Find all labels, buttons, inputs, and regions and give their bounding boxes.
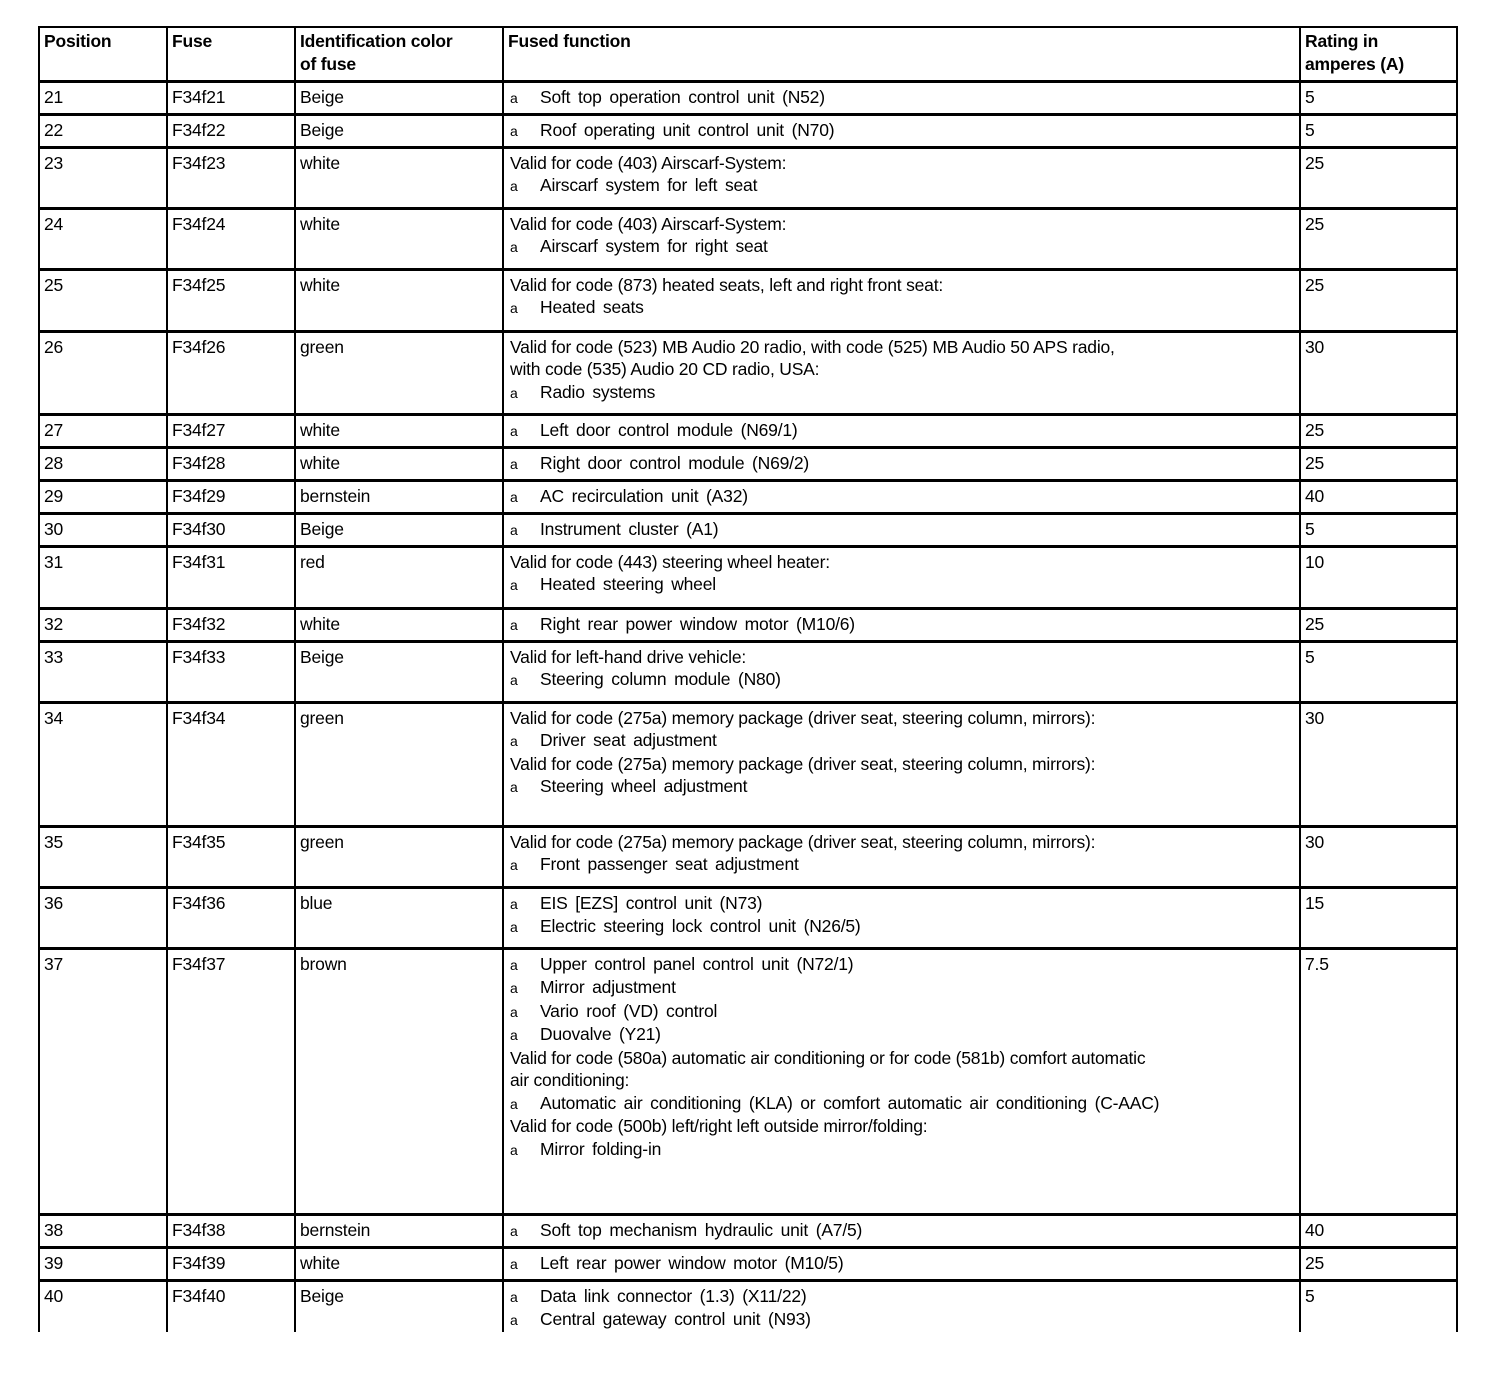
cell-position: 26 <box>39 331 167 414</box>
cell-position: 29 <box>39 480 167 513</box>
cell-function <box>503 826 1300 887</box>
cell-rating: 25 <box>1300 608 1457 641</box>
table-row <box>39 1280 1457 1332</box>
cell-fuse: F34f39 <box>167 1247 295 1280</box>
function-item <box>510 235 1295 259</box>
function-condition: Valid for left-hand drive vehicle: <box>510 646 747 667</box>
function-item-text: Airscarf system for right seat <box>540 236 768 256</box>
function-item <box>510 381 1295 405</box>
bullet-icon: a <box>510 488 518 505</box>
function-item-text: Front passenger seat adjustment <box>540 854 799 874</box>
cell-rating: 40 <box>1300 480 1457 513</box>
function-item-text: Roof operating unit control unit (N70) <box>540 119 835 140</box>
function-item <box>510 976 1295 1000</box>
bullet-icon: a <box>510 300 518 316</box>
bullet-icon: a <box>510 857 518 873</box>
function-item <box>510 775 1295 799</box>
function-item-text: Heated steering wheel <box>540 574 716 594</box>
cell-function <box>503 208 1300 269</box>
cell-position: 38 <box>39 1214 167 1247</box>
function-item-text: Mirror folding-in <box>540 1138 662 1159</box>
cell-function <box>503 1280 1300 1332</box>
bullet-icon: a <box>510 616 518 633</box>
cell-rating: 25 <box>1300 414 1457 447</box>
cell-fuse: F34f37 <box>167 948 295 1214</box>
function-item-text: Duovalve (Y21) <box>540 1024 661 1044</box>
table-row <box>39 208 1457 269</box>
cell-fuse: F34f25 <box>167 269 295 331</box>
table-row <box>39 147 1457 208</box>
header-position: Position <box>39 27 167 81</box>
cell-fuse: F34f24 <box>167 208 295 269</box>
cell-color: Beige <box>295 513 503 546</box>
cell-rating: 5 <box>1300 513 1457 546</box>
cell-function <box>503 887 1300 948</box>
table-row <box>39 546 1457 608</box>
cell-rating: 25 <box>1300 1247 1457 1280</box>
table-row <box>39 114 1457 147</box>
function-item <box>510 119 1295 143</box>
cell-color: Beige <box>295 1280 503 1332</box>
function-condition: with code (535) Audio 20 CD radio, USA: <box>510 359 820 379</box>
cell-rating: 25 <box>1300 208 1457 269</box>
bullet-icon: a <box>510 1027 518 1043</box>
function-condition: Valid for code (275a) memory package (driver seat, steering column, mirrors): <box>510 707 1096 728</box>
cell-color: white <box>295 269 503 331</box>
cell-rating: 5 <box>1300 81 1457 114</box>
bullet-icon: a <box>510 672 518 688</box>
cell-fuse: F34f30 <box>167 513 295 546</box>
cell-function <box>503 608 1300 641</box>
header-row <box>39 27 1457 81</box>
table-row <box>39 1214 1457 1247</box>
function-item <box>510 1308 1295 1332</box>
bullet-icon: a <box>510 919 518 935</box>
table-row <box>39 702 1457 826</box>
cell-color: Beige <box>295 81 503 114</box>
function-item <box>510 296 1295 320</box>
cell-color: white <box>295 414 503 447</box>
function-item-text: Electric steering lock control unit (N26/5) <box>540 916 861 936</box>
cell-function <box>503 702 1300 826</box>
cell-fuse: F34f31 <box>167 546 295 608</box>
function-item <box>510 1219 1295 1243</box>
function-item <box>510 452 1295 476</box>
cell-fuse: F34f29 <box>167 480 295 513</box>
cell-position: 22 <box>39 114 167 147</box>
function-item <box>510 1252 1295 1276</box>
header-rating: Rating in amperes (A) <box>1300 27 1457 81</box>
cell-position: 39 <box>39 1247 167 1280</box>
cell-color: brown <box>295 948 503 1214</box>
bullet-icon: a <box>510 733 518 749</box>
fuse-table <box>38 26 1458 1332</box>
function-condition: Valid for code (275a) memory package (driver seat, steering column, mirrors): <box>510 831 1096 852</box>
table-row <box>39 414 1457 447</box>
cell-color: bernstein <box>295 480 503 513</box>
cell-position: 30 <box>39 513 167 546</box>
cell-position: 24 <box>39 208 167 269</box>
function-item-text: Upper control panel control unit (N72/1) <box>540 953 854 974</box>
header-function: Fused function <box>503 27 1300 81</box>
cell-function <box>503 114 1300 147</box>
cell-function <box>503 513 1300 546</box>
cell-fuse: F34f35 <box>167 826 295 887</box>
cell-function <box>503 948 1300 1214</box>
cell-function <box>503 480 1300 513</box>
cell-color: red <box>295 546 503 608</box>
function-item-text: Left rear power window motor (M10/5) <box>540 1252 844 1273</box>
cell-rating: 30 <box>1300 331 1457 414</box>
function-item-text: Steering wheel adjustment <box>540 776 748 796</box>
cell-function <box>503 447 1300 480</box>
cell-rating: 5 <box>1300 641 1457 702</box>
cell-position: 36 <box>39 887 167 948</box>
cell-position: 25 <box>39 269 167 331</box>
cell-function <box>503 331 1300 414</box>
function-item <box>510 1138 1295 1162</box>
bullet-icon: a <box>510 1312 518 1328</box>
cell-fuse: F34f28 <box>167 447 295 480</box>
table-row <box>39 447 1457 480</box>
cell-color: green <box>295 702 503 826</box>
table-row <box>39 331 1457 414</box>
cell-fuse: F34f40 <box>167 1280 295 1332</box>
cell-fuse: F34f34 <box>167 702 295 826</box>
cell-function <box>503 1214 1300 1247</box>
cell-fuse: F34f38 <box>167 1214 295 1247</box>
function-item <box>510 729 1295 753</box>
cell-color: blue <box>295 887 503 948</box>
cell-position: 31 <box>39 546 167 608</box>
function-item-text: Radio systems <box>540 381 656 402</box>
bullet-icon: a <box>510 422 518 439</box>
table-row <box>39 948 1457 1214</box>
function-item <box>510 853 1295 877</box>
cell-fuse: F34f21 <box>167 81 295 114</box>
function-item <box>510 518 1295 542</box>
function-item <box>510 86 1295 110</box>
function-item-text: Instrument cluster (A1) <box>540 518 719 539</box>
cell-function <box>503 546 1300 608</box>
function-item <box>510 1023 1295 1047</box>
cell-fuse: F34f33 <box>167 641 295 702</box>
function-item-text: Heated seats <box>540 297 644 317</box>
bullet-icon: a <box>510 577 518 593</box>
cell-position: 33 <box>39 641 167 702</box>
cell-function <box>503 147 1300 208</box>
cell-color: white <box>295 608 503 641</box>
function-item-text: Right door control module (N69/2) <box>540 452 810 473</box>
cell-color: green <box>295 331 503 414</box>
cell-position: 35 <box>39 826 167 887</box>
bullet-icon: a <box>510 455 518 472</box>
cell-position: 23 <box>39 147 167 208</box>
cell-color: white <box>295 447 503 480</box>
function-item-text: Soft top operation control unit (N52) <box>540 86 825 107</box>
function-condition: Valid for code (403) Airscarf-System: <box>510 152 787 173</box>
function-condition: Valid for code (403) Airscarf-System: <box>510 213 787 234</box>
table-row <box>39 269 1457 331</box>
bullet-icon: a <box>510 384 518 401</box>
table-row <box>39 608 1457 641</box>
cell-rating: 15 <box>1300 887 1457 948</box>
function-condition: Valid for code (500b) left/right left outside mirror/folding: <box>510 1116 928 1136</box>
bullet-icon: a <box>510 122 518 139</box>
cell-function <box>503 641 1300 702</box>
function-item-text: Driver seat adjustment <box>540 730 717 750</box>
cell-function <box>503 269 1300 331</box>
cell-fuse: F34f36 <box>167 887 295 948</box>
cell-position: 28 <box>39 447 167 480</box>
cell-color: white <box>295 208 503 269</box>
bullet-icon: a <box>510 1141 518 1158</box>
bullet-icon: a <box>510 895 518 912</box>
bullet-icon: a <box>510 178 518 194</box>
cell-color: Beige <box>295 114 503 147</box>
cell-rating: 5 <box>1300 114 1457 147</box>
function-item <box>510 668 1295 692</box>
cell-rating: 30 <box>1300 826 1457 887</box>
function-item-text: Data link connector (1.3) (X11/22) <box>540 1285 807 1306</box>
function-item-text: Central gateway control unit (N93) <box>540 1309 811 1329</box>
cell-rating: 25 <box>1300 147 1457 208</box>
cell-position: 34 <box>39 702 167 826</box>
function-item-text: Right rear power window motor (M10/6) <box>540 613 855 634</box>
header-fuse: Fuse <box>167 27 295 81</box>
cell-position: 32 <box>39 608 167 641</box>
cell-fuse: F34f32 <box>167 608 295 641</box>
cell-color: bernstein <box>295 1214 503 1247</box>
function-item-text: AC recirculation unit (A32) <box>540 485 748 506</box>
function-item-text: Steering column module (N80) <box>540 669 781 689</box>
cell-rating: 30 <box>1300 702 1457 826</box>
function-item-text: Soft top mechanism hydraulic unit (A7/5) <box>540 1219 863 1240</box>
function-item <box>510 485 1295 509</box>
bullet-icon: a <box>510 1255 518 1272</box>
cell-function <box>503 414 1300 447</box>
cell-rating: 25 <box>1300 447 1457 480</box>
function-item-text: EIS [EZS] control unit (N73) <box>540 892 763 913</box>
cell-fuse: F34f27 <box>167 414 295 447</box>
bullet-icon: a <box>510 980 518 996</box>
cell-fuse: F34f23 <box>167 147 295 208</box>
cell-position: 37 <box>39 948 167 1214</box>
function-item <box>510 1092 1295 1116</box>
function-item-text: Vario roof (VD) control <box>540 1000 718 1021</box>
fuse-table-body <box>39 81 1457 1332</box>
bullet-icon: a <box>510 956 518 973</box>
function-condition: Valid for code (523) MB Audio 20 radio, with code (525) MB Audio 50 APS radio, <box>510 336 1115 357</box>
cell-rating: 25 <box>1300 269 1457 331</box>
cell-color: white <box>295 147 503 208</box>
function-item <box>510 613 1295 637</box>
table-row <box>39 1247 1457 1280</box>
function-condition: Valid for code (443) steering wheel heater: <box>510 551 830 572</box>
bullet-icon: a <box>510 779 518 795</box>
table-row <box>39 887 1457 948</box>
cell-function <box>503 1247 1300 1280</box>
function-condition: Valid for code (275a) memory package (driver seat, steering column, mirrors): <box>510 753 1096 774</box>
function-item <box>510 419 1295 443</box>
table-row <box>39 480 1457 513</box>
table-row <box>39 513 1457 546</box>
function-item-text: Automatic air conditioning (KLA) or comfort automatic air conditioning (C-AAC) <box>540 1092 1160 1113</box>
bullet-icon: a <box>510 239 518 255</box>
function-item <box>510 1000 1295 1024</box>
bullet-icon: a <box>510 1095 518 1112</box>
bullet-icon: a <box>510 89 518 106</box>
function-item-text: Left door control module (N69/1) <box>540 419 798 440</box>
cell-color: white <box>295 1247 503 1280</box>
bullet-icon: a <box>510 1288 518 1305</box>
cell-function <box>503 81 1300 114</box>
cell-color: Beige <box>295 641 503 702</box>
cell-rating: 7.5 <box>1300 948 1457 1214</box>
function-item <box>510 915 1295 939</box>
cell-position: 40 <box>39 1280 167 1332</box>
function-item <box>510 573 1295 597</box>
function-item-text: Mirror adjustment <box>540 977 676 997</box>
table-row <box>39 826 1457 887</box>
cell-fuse: F34f26 <box>167 331 295 414</box>
function-condition: air conditioning: <box>510 1070 630 1090</box>
function-condition: Valid for code (873) heated seats, left and right front seat: <box>510 274 944 295</box>
cell-color: green <box>295 826 503 887</box>
bullet-icon: a <box>510 1222 518 1239</box>
table-row <box>39 641 1457 702</box>
header-color: Identification color of fuse <box>295 27 503 81</box>
cell-position: 27 <box>39 414 167 447</box>
cell-rating: 10 <box>1300 546 1457 608</box>
bullet-icon: a <box>510 521 518 538</box>
function-item <box>510 953 1295 977</box>
function-item-text: Airscarf system for left seat <box>540 175 758 195</box>
table-row <box>39 81 1457 114</box>
function-item <box>510 1285 1295 1309</box>
function-item <box>510 892 1295 916</box>
cell-rating: 5 <box>1300 1280 1457 1332</box>
cell-position: 21 <box>39 81 167 114</box>
function-condition: Valid for code (580a) automatic air conditioning or for code (581b) comfort automatic <box>510 1047 1146 1068</box>
cell-rating: 40 <box>1300 1214 1457 1247</box>
cell-fuse: F34f22 <box>167 114 295 147</box>
function-item <box>510 174 1295 198</box>
bullet-icon: a <box>510 1003 518 1020</box>
